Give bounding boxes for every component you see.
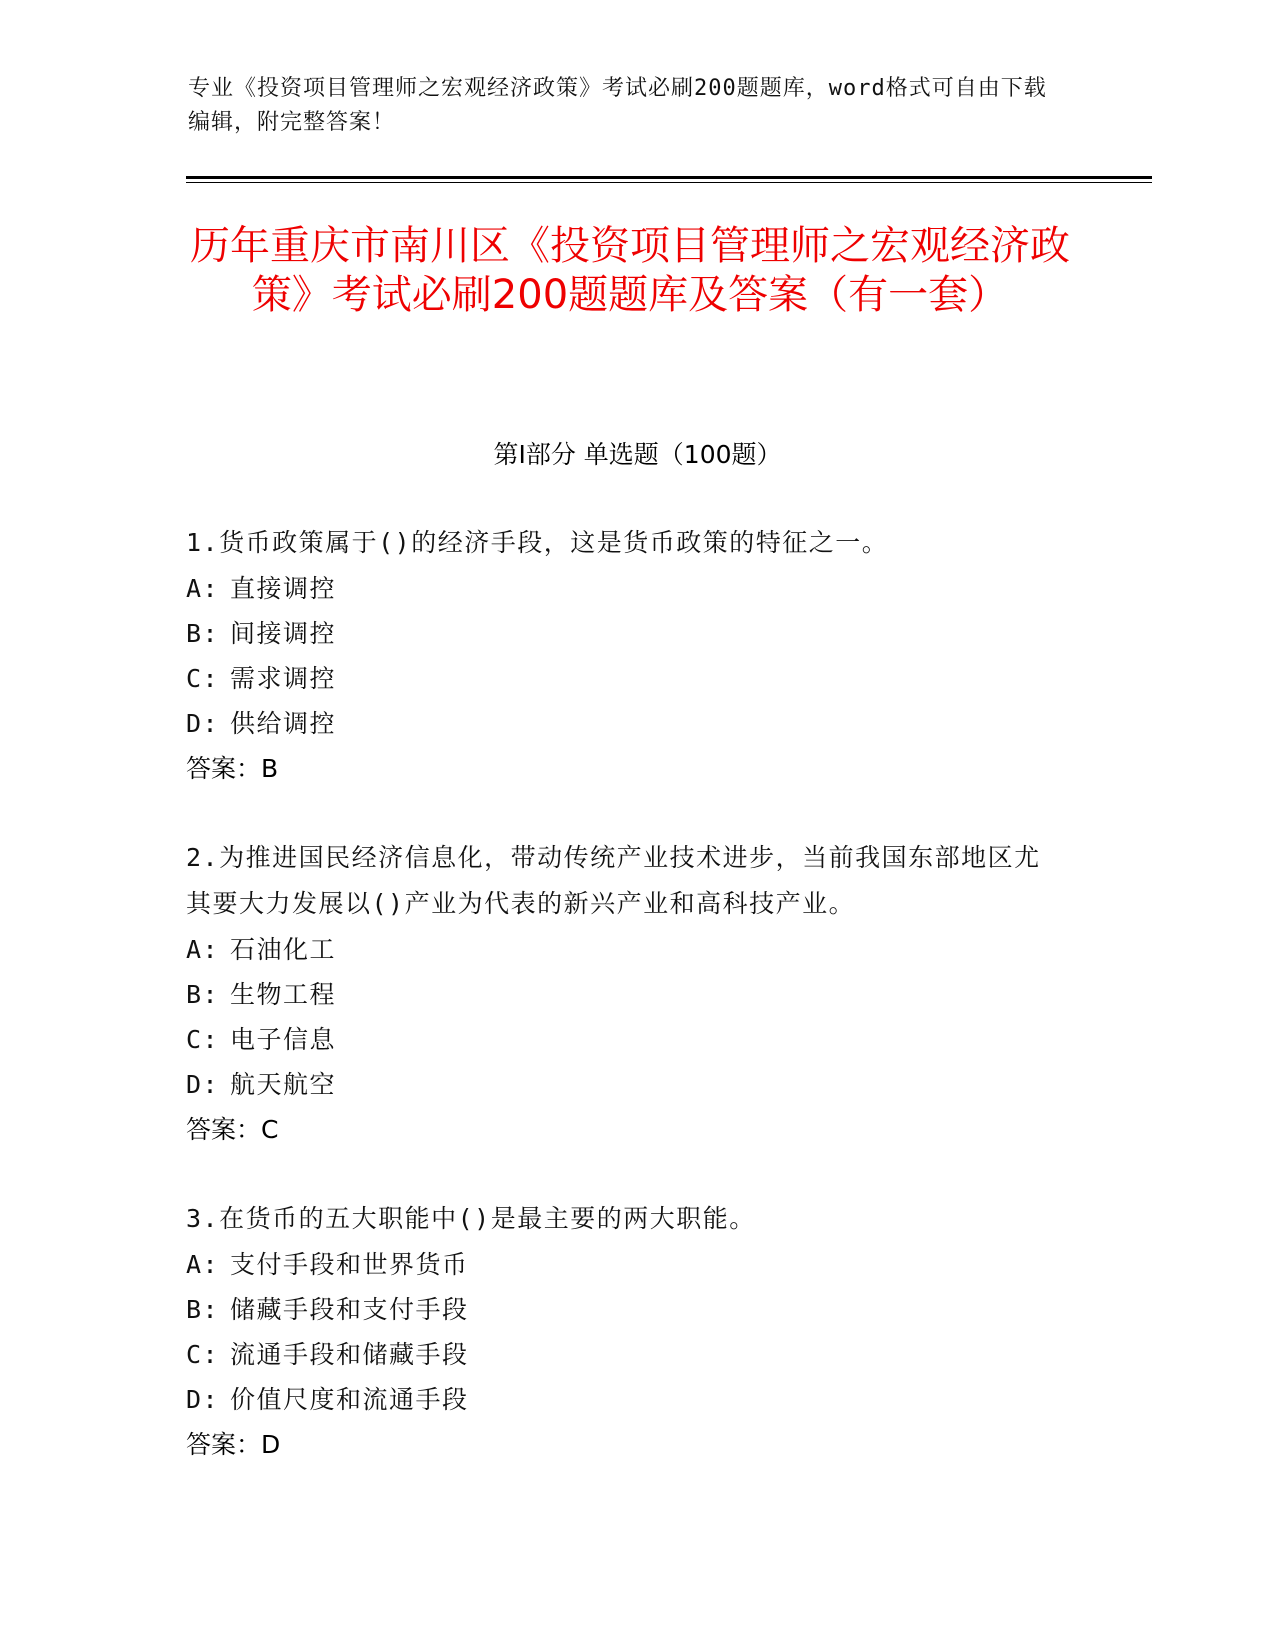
answer: 答案：D <box>186 1430 281 1459</box>
option-text: 石油化工 <box>230 935 337 964</box>
question-text: 1.货币政策属于()的经济手段，这是货币政策的特征之一。 <box>186 528 889 557</box>
option-text: 储藏手段和支付手段 <box>230 1295 469 1324</box>
option-letter: A: <box>186 574 220 603</box>
option-text: 流通手段和储藏手段 <box>230 1340 469 1369</box>
option-text: 供给调控 <box>230 709 337 738</box>
option-text: 价值尺度和流通手段 <box>230 1385 469 1414</box>
option-letter: D: <box>186 709 220 738</box>
option-b <box>186 611 1066 656</box>
option-text: 需求调控 <box>230 664 337 693</box>
option-letter: C: <box>186 1025 220 1054</box>
answer: 答案：C <box>186 1115 279 1144</box>
option-d <box>186 1377 1066 1422</box>
option-letter: C: <box>186 1340 220 1369</box>
option-a <box>186 1242 1066 1287</box>
question-3 <box>186 1196 1066 1467</box>
option-text: 航天航空 <box>230 1070 337 1099</box>
header-divider-thin <box>186 182 1152 183</box>
option-text: 间接调控 <box>230 619 337 648</box>
option-b <box>186 1287 1066 1332</box>
option-text: 支付手段和世界货币 <box>230 1250 469 1279</box>
option-letter: A: <box>186 935 220 964</box>
option-text: 直接调控 <box>230 574 337 603</box>
option-letter: A: <box>186 1250 220 1279</box>
option-letter: B: <box>186 980 220 1009</box>
option-d <box>186 1062 1066 1107</box>
option-b <box>186 972 1066 1017</box>
option-c <box>186 1332 1066 1377</box>
document-title: 历年重庆市南川区《投资项目管理师之宏观经济政策》考试必刷200题题库及答案（有一套） <box>190 223 1070 318</box>
question-list <box>186 520 1066 1511</box>
question-text: 3.在货币的五大职能中()是最主要的两大职能。 <box>186 1204 756 1233</box>
option-a <box>186 566 1066 611</box>
option-d <box>186 701 1066 746</box>
question-2 <box>186 835 1066 1152</box>
header-divider-thick <box>186 176 1152 179</box>
option-text: 电子信息 <box>230 1025 337 1054</box>
option-letter: C: <box>186 664 220 693</box>
option-letter: B: <box>186 1295 220 1324</box>
option-a <box>186 927 1066 972</box>
option-c <box>186 656 1066 701</box>
question-1 <box>186 520 1066 791</box>
option-text: 生物工程 <box>230 980 337 1009</box>
header-note: 专业《投资项目管理师之宏观经济政策》考试必刷200题题库，word格式可自由下载编辑，附完整答案！ <box>188 76 1047 135</box>
section-title: 第Ⅰ部分 单选题（100题） <box>493 440 782 469</box>
question-text: 2.为推进国民经济信息化，带动传统产业技术进步，当前我国东部地区尤其要大力发展以()产业为代表的新兴产业和高科技产业。 <box>186 843 1041 918</box>
answer: 答案：B <box>186 754 279 783</box>
option-letter: B: <box>186 619 220 648</box>
option-c <box>186 1017 1066 1062</box>
option-letter: D: <box>186 1070 220 1099</box>
option-letter: D: <box>186 1385 220 1414</box>
